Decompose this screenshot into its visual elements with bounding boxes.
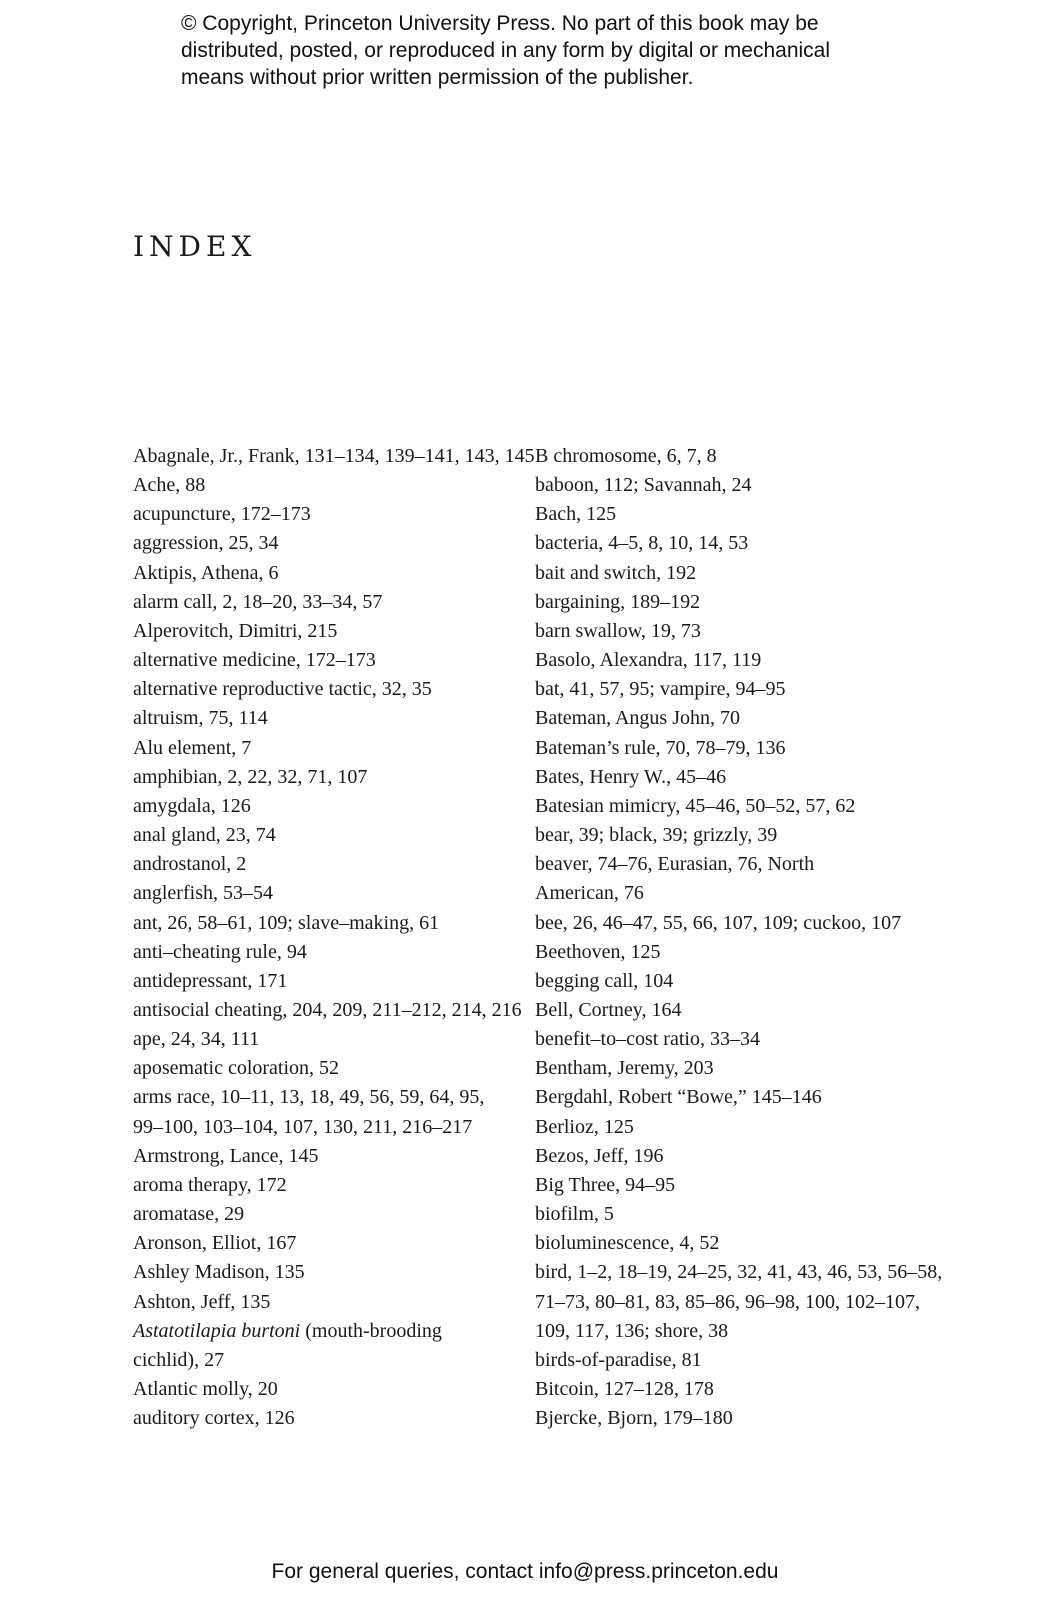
index-entry-text: amphibian, 2, 22, 32, 71, 107 [133,765,368,788]
index-entry-text: alternative reproductive tactic, 32, 35 [133,678,432,701]
index-entry-text: beaver, 74–76, Eurasian, 76, North [535,853,815,876]
index-entry [133,1258,518,1287]
index-entry [535,792,920,821]
index-entry-text: Aronson, Elliot, 167 [133,1232,297,1255]
index-entry [133,1404,518,1433]
index-entry-text: Bates, Henry W., 45–46 [535,765,727,788]
index-entry [133,967,518,996]
index-entry [133,938,518,967]
index-entry-text: Bateman’s rule, 70, 78–79, 136 [535,736,786,759]
index-entry-text: Bezos, Jeff, 196 [535,1144,664,1167]
index-entry [535,617,920,646]
index-entry-text: begging call, 104 [535,969,674,992]
index-entry [535,734,920,763]
index-entry [133,1025,518,1054]
index-entry-continuation: 99–100, 103–104, 107, 130, 211, 216–217 [133,1115,473,1138]
index-entry-text: bargaining, 189–192 [535,590,701,613]
index-entry [535,500,920,529]
index-entry [133,1229,518,1258]
index-entry [133,529,518,558]
index-entry-text: Bach, 125 [535,503,617,526]
copyright-line: distributed, posted, or reproduced in any form by digital or mechanical [181,39,831,62]
index-entry [133,1142,518,1171]
index-entry [535,646,920,675]
index-entry [535,1200,920,1229]
index-entry-text: alarm call, 2, 18–20, 33–34, 57 [133,590,383,613]
index-entry-text: bat, 41, 57, 95; vampire, 94–95 [535,678,786,701]
index-entry-text: Abagnale, Jr., Frank, 131–134, 139–141, 143, 145 [133,445,535,467]
index-entry [133,588,518,617]
index-entry-text: Aktipis, Athena, 6 [133,561,279,584]
index-entry [133,1317,518,1375]
index-entry-continuation: 109, 117, 136; shore, 38 [535,1319,729,1342]
index-entry-continuation: cichlid), 27 [133,1348,225,1371]
index-entry [535,1142,920,1171]
index-entry-text: Basolo, Alexandra, 117, 119 [535,649,762,672]
index-entry-text: birds-of-paradise, 81 [535,1348,702,1371]
index-entry [535,1083,920,1112]
index-entry-text: Bergdahl, Robert “Bowe,” 145–146 [535,1086,822,1109]
index-entry-text: B chromosome, 6, 7, 8 [535,445,717,467]
index-entry-text: antidepressant, 171 [133,969,288,992]
index-entry-text: Beethoven, 125 [535,940,661,963]
index-entry-text: barn swallow, 19, 73 [535,619,701,642]
index-entry [133,879,518,908]
index-entry-text: bear, 39; black, 39; grizzly, 39 [535,824,778,847]
index-entry [133,763,518,792]
index-entry-text: Bitcoin, 127–128, 178 [535,1378,714,1400]
index-entry-text: Armstrong, Lance, 145 [133,1144,319,1167]
index-column-left [133,442,535,1433]
index-entry [133,559,518,588]
copyright-line: © Copyright, Princeton University Press. No part of this book may be [181,12,819,35]
index-entry-text: aroma therapy, 172 [133,1173,287,1196]
index-entry [535,821,920,850]
index-entry [133,617,518,646]
index-entry [535,996,920,1025]
index-entry-text: anti–cheating rule, 94 [133,940,307,963]
index-entry-text: aromatase, 29 [133,1203,245,1226]
copyright-notice [181,10,901,91]
index-entry-text: ant, 26, 58–61, 109; slave–making, 61 [133,911,440,934]
index-entry-text: bioluminescence, 4, 52 [535,1232,720,1255]
index-entry [535,529,920,558]
index-entry-text: Alperovitch, Dimitri, 215 [133,619,338,642]
index-entry-text: baboon, 112; Savannah, 24 [535,474,752,497]
index-entry [133,821,518,850]
index-entry-text: benefit–to–cost ratio, 33–34 [535,1028,760,1051]
index-entry [133,1171,518,1200]
index-entry [133,675,518,704]
index-entry-text: aggression, 25, 34 [133,532,279,555]
index-entry [535,1258,943,1345]
index-entry-text: Bateman, Angus John, 70 [535,707,740,730]
index-entry [535,471,920,500]
index-entry [133,1288,518,1317]
index-entry-text: (mouth-brooding [300,1319,442,1342]
index-entry [133,734,518,763]
index-entry-text: aposematic coloration, 52 [133,1057,340,1080]
index-entry-text: Ashley Madison, 135 [133,1261,305,1284]
index-entry-text: arms race, 10–11, 13, 18, 49, 56, 59, 64, 95, [133,1086,485,1109]
index-entry [535,442,920,471]
footer-contact: For general queries, contact info@press.princeton.edu [271,1560,779,1583]
index-entry [133,442,535,471]
index-entry [535,675,920,704]
index-entry [535,1171,920,1200]
index-entry-italic: Astatotilapia burtoni [133,1319,301,1342]
index-entry-text: antisocial cheating, 204, 209, 211–212, 214, 216 [133,998,522,1021]
index-column-right [535,442,943,1433]
index-entry-text: Big Three, 94–95 [535,1173,676,1196]
index-entry [535,1346,920,1375]
index-entry [133,792,518,821]
index-entry-text: Bentham, Jeremy, 203 [535,1057,714,1080]
index-entry [133,1375,518,1404]
index-entry-text: anglerfish, 53–54 [133,882,273,905]
index-entry [535,967,920,996]
index-entry-continuation: 71–73, 80–81, 83, 85–86, 96–98, 100, 102–107, [535,1290,920,1313]
index-entry [133,471,518,500]
index-entry [535,1229,920,1258]
index-entry [133,704,518,733]
index-entry [535,938,920,967]
page-title: INDEX [133,230,257,263]
index-entry-text: bacteria, 4–5, 8, 10, 14, 53 [535,532,749,555]
index-entry [133,1083,518,1141]
index-entry-text: biofilm, 5 [535,1203,614,1226]
index-entry [535,1113,920,1142]
index-entry-text: Bjercke, Bjorn, 179–180 [535,1407,733,1430]
index-entry-text: bird, 1–2, 18–19, 24–25, 32, 41, 43, 46, 53, 56–58, [535,1261,943,1284]
index-entry-continuation: American, 76 [535,882,644,905]
index-entry [133,909,518,938]
index-entry-text: ape, 24, 34, 111 [133,1028,260,1051]
index-entry [133,1054,518,1083]
index-entry [535,1375,920,1404]
index-entry-text: amygdala, 126 [133,794,251,817]
index-entry [133,1200,518,1229]
index-entry-text: androstanol, 2 [133,853,247,876]
index-entry-text: anal gland, 23, 74 [133,824,276,847]
index-entry [133,646,518,675]
index-entry-text: Batesian mimicry, 45–46, 50–52, 57, 62 [535,794,856,817]
index-entry [535,850,920,908]
index-entry-text: Atlantic molly, 20 [133,1378,278,1400]
index-entry-text: Ache, 88 [133,474,206,497]
index-entry-text: auditory cortex, 126 [133,1407,295,1430]
index-entry-text: alternative medicine, 172–173 [133,649,376,672]
index-entry-text: Berlioz, 125 [535,1115,634,1138]
index-entry [535,559,920,588]
index-entry-text: Ashton, Jeff, 135 [133,1290,271,1313]
index-entry-text: bee, 26, 46–47, 55, 66, 107, 109; cuckoo, 107 [535,911,902,934]
index-entry [535,588,920,617]
index-entry [535,1054,920,1083]
index-entry-text: bait and switch, 192 [535,561,697,584]
index-entry [535,1025,920,1054]
index-entry-text: Bell, Cortney, 164 [535,998,682,1021]
index-entry [133,850,518,879]
index-entry-text: Alu element, 7 [133,736,252,759]
copyright-line: means without prior written permission of the publisher. [181,66,694,89]
index-entry [535,763,920,792]
index-entry-text: acupuncture, 172–173 [133,503,311,526]
index-entry [535,704,920,733]
index-entry-text: altruism, 75, 114 [133,707,268,730]
index-entry [133,500,518,529]
index-entry [535,1404,920,1433]
index-entry [133,996,522,1025]
index-entry [535,909,920,938]
